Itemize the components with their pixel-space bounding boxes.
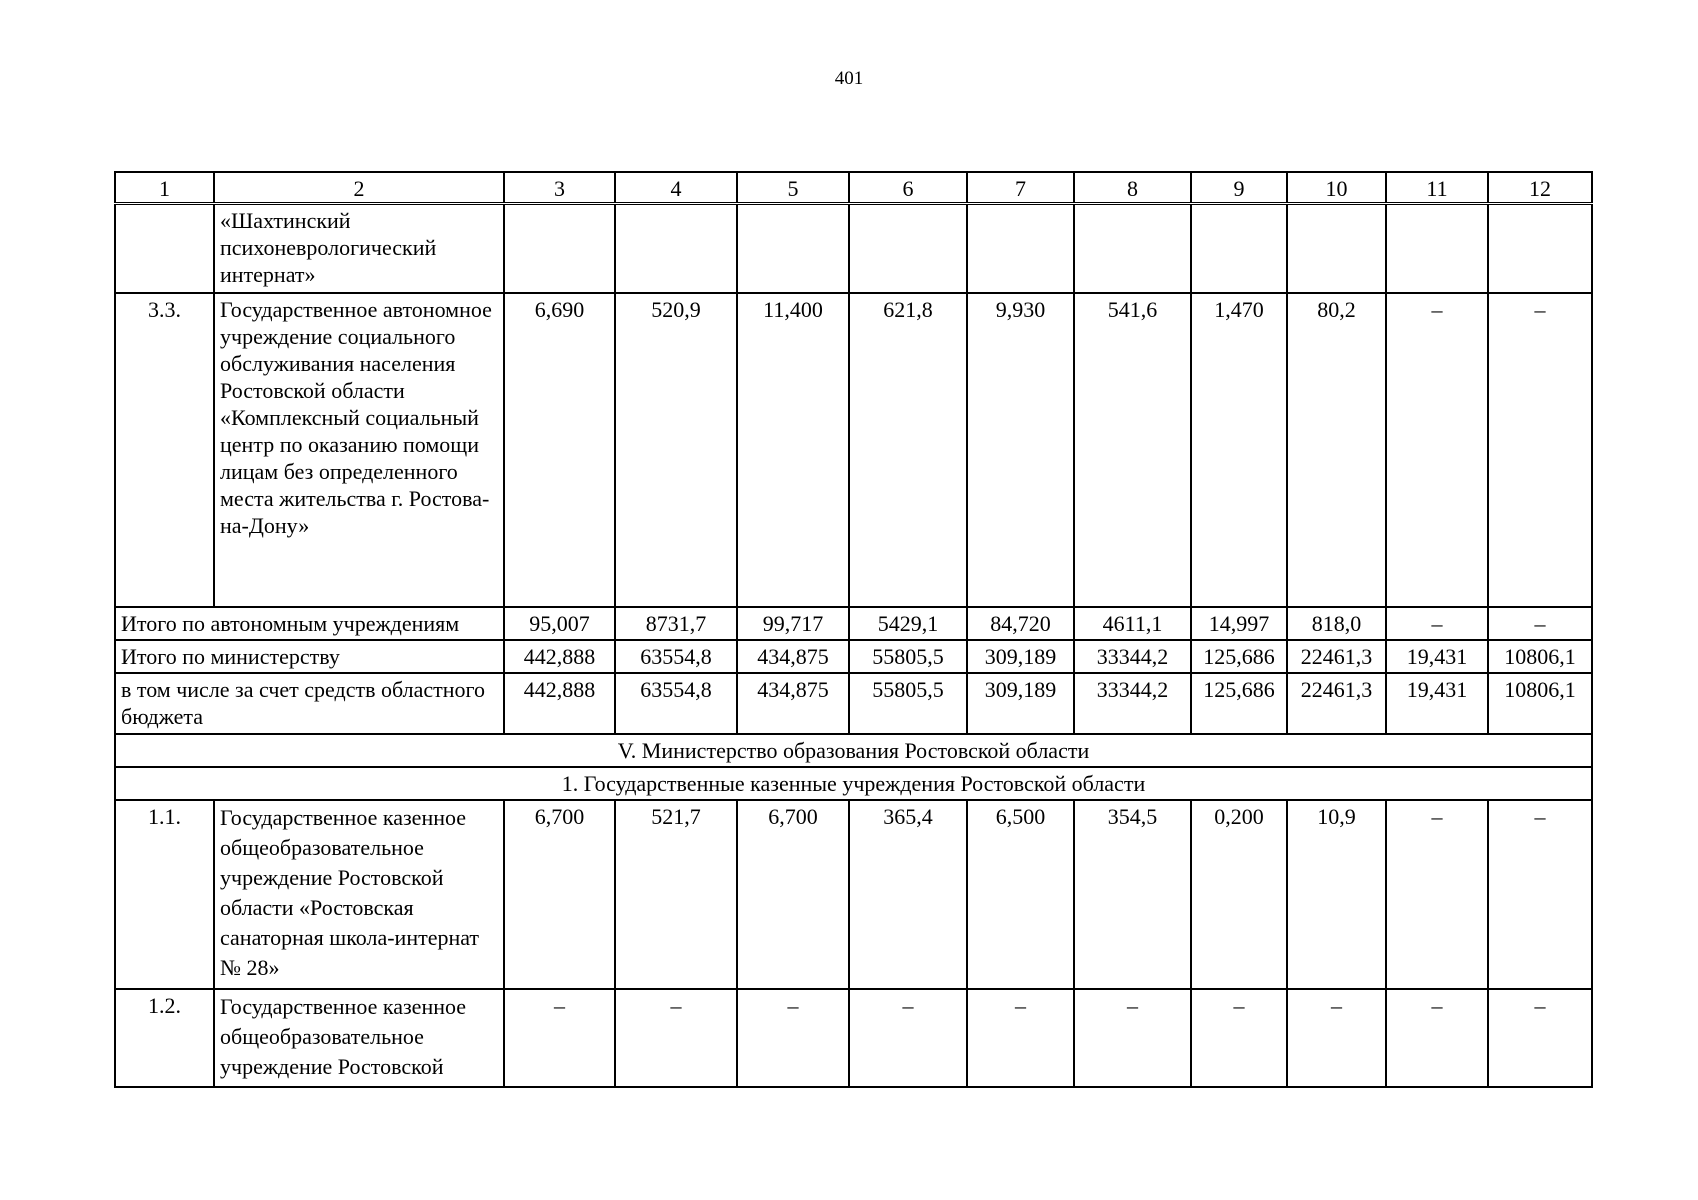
value-cell: –: [1386, 800, 1488, 989]
total-value: 63554,8: [615, 640, 737, 673]
total-value: 22461,3: [1287, 673, 1386, 734]
table-row: [115, 989, 1592, 1087]
table-row: [115, 204, 1592, 293]
total-value: 55805,5: [849, 640, 967, 673]
total-value: 14,997: [1191, 607, 1287, 640]
column-number-header: 12: [1488, 172, 1592, 204]
total-value: 22461,3: [1287, 640, 1386, 673]
total-value: 63554,8: [615, 673, 737, 734]
column-number-header: 11: [1386, 172, 1488, 204]
total-value: 125,686: [1191, 640, 1287, 673]
total-value: 99,717: [737, 607, 849, 640]
value-cell: 354,5: [1074, 800, 1191, 989]
total-value: 55805,5: [849, 673, 967, 734]
table-row: [115, 293, 1592, 607]
row-number: 1.2.: [115, 989, 214, 1087]
value-cell: –: [737, 989, 849, 1087]
total-value: 19,431: [1386, 673, 1488, 734]
total-value: 4611,1: [1074, 607, 1191, 640]
total-row: [115, 673, 1592, 734]
value-cell: 1,470: [1191, 293, 1287, 607]
value-cell: [504, 204, 615, 293]
total-value: 95,007: [504, 607, 615, 640]
value-cell: –: [967, 989, 1074, 1087]
value-cell: [615, 204, 737, 293]
total-value: 5429,1: [849, 607, 967, 640]
total-label: Итого по министерству: [115, 640, 504, 673]
value-cell: 6,700: [504, 800, 615, 989]
section-title: V. Министерство образования Ростовской области: [115, 734, 1592, 767]
total-value: –: [1386, 607, 1488, 640]
value-cell: –: [1488, 800, 1592, 989]
total-row: [115, 607, 1592, 640]
total-value: 818,0: [1287, 607, 1386, 640]
total-row: [115, 640, 1592, 673]
value-cell: 621,8: [849, 293, 967, 607]
value-cell: –: [1488, 989, 1592, 1087]
column-number-header: 4: [615, 172, 737, 204]
header-row: [115, 172, 1592, 204]
subsection-title-row: [115, 767, 1592, 800]
column-number-header: 3: [504, 172, 615, 204]
value-cell: [737, 204, 849, 293]
total-value: 8731,7: [615, 607, 737, 640]
institution-name: Государственное автономное учреждение социального обслуживания населения Ростовской области «Комплексный социальный центр по оказанию помощи лицам без определенного места жительства г. Ростова-на-Дону»: [214, 293, 504, 607]
column-number-header: 1: [115, 172, 214, 204]
column-number-header: 10: [1287, 172, 1386, 204]
value-cell: –: [1488, 293, 1592, 607]
value-cell: 365,4: [849, 800, 967, 989]
subsection-title: 1. Государственные казенные учреждения Ростовской области: [115, 767, 1592, 800]
value-cell: 80,2: [1287, 293, 1386, 607]
total-label: в том числе за счет средств областного бюджета: [115, 673, 504, 734]
total-value: 434,875: [737, 640, 849, 673]
total-value: 309,189: [967, 640, 1074, 673]
value-cell: –: [1191, 989, 1287, 1087]
row-number: 1.1.: [115, 800, 214, 989]
row-number: 3.3.: [115, 293, 214, 607]
budget-table: [114, 171, 1593, 1088]
value-cell: 6,500: [967, 800, 1074, 989]
column-number-header: 9: [1191, 172, 1287, 204]
value-cell: [1191, 204, 1287, 293]
value-cell: 541,6: [1074, 293, 1191, 607]
value-cell: [849, 204, 967, 293]
institution-name: Государственное казенное общеобразовательное учреждение Ростовской: [214, 989, 504, 1087]
institution-name: «Шахтинский психоневрологический интернат»: [214, 204, 504, 293]
value-cell: 11,400: [737, 293, 849, 607]
value-cell: [1488, 204, 1592, 293]
value-cell: 10,9: [1287, 800, 1386, 989]
total-value: 442,888: [504, 673, 615, 734]
value-cell: –: [849, 989, 967, 1087]
row-number: [115, 204, 214, 293]
value-cell: 6,690: [504, 293, 615, 607]
value-cell: –: [1386, 293, 1488, 607]
column-number-header: 8: [1074, 172, 1191, 204]
value-cell: [1287, 204, 1386, 293]
value-cell: [1386, 204, 1488, 293]
section-title-row: [115, 734, 1592, 767]
column-number-header: 6: [849, 172, 967, 204]
page-number: 401: [834, 68, 864, 89]
column-number-header: 2: [214, 172, 504, 204]
value-cell: 9,930: [967, 293, 1074, 607]
column-number-header: 5: [737, 172, 849, 204]
total-value: 10806,1: [1488, 673, 1592, 734]
total-value: 33344,2: [1074, 640, 1191, 673]
total-label: Итого по автономным учреждениям: [115, 607, 504, 640]
total-value: –: [1488, 607, 1592, 640]
total-value: 434,875: [737, 673, 849, 734]
value-cell: –: [1287, 989, 1386, 1087]
value-cell: 520,9: [615, 293, 737, 607]
value-cell: –: [615, 989, 737, 1087]
total-value: 84,720: [967, 607, 1074, 640]
value-cell: 0,200: [1191, 800, 1287, 989]
value-cell: 521,7: [615, 800, 737, 989]
value-cell: 6,700: [737, 800, 849, 989]
total-value: 10806,1: [1488, 640, 1592, 673]
value-cell: –: [1386, 989, 1488, 1087]
value-cell: [967, 204, 1074, 293]
total-value: 19,431: [1386, 640, 1488, 673]
value-cell: [1074, 204, 1191, 293]
institution-name: Государственное казенное общеобразовательное учреждение Ростовской области «Ростовская санаторная школа-интернат № 28»: [214, 800, 504, 989]
table-row: [115, 800, 1592, 989]
value-cell: –: [504, 989, 615, 1087]
total-value: 309,189: [967, 673, 1074, 734]
total-value: 442,888: [504, 640, 615, 673]
value-cell: –: [1074, 989, 1191, 1087]
column-number-header: 7: [967, 172, 1074, 204]
total-value: 125,686: [1191, 673, 1287, 734]
total-value: 33344,2: [1074, 673, 1191, 734]
